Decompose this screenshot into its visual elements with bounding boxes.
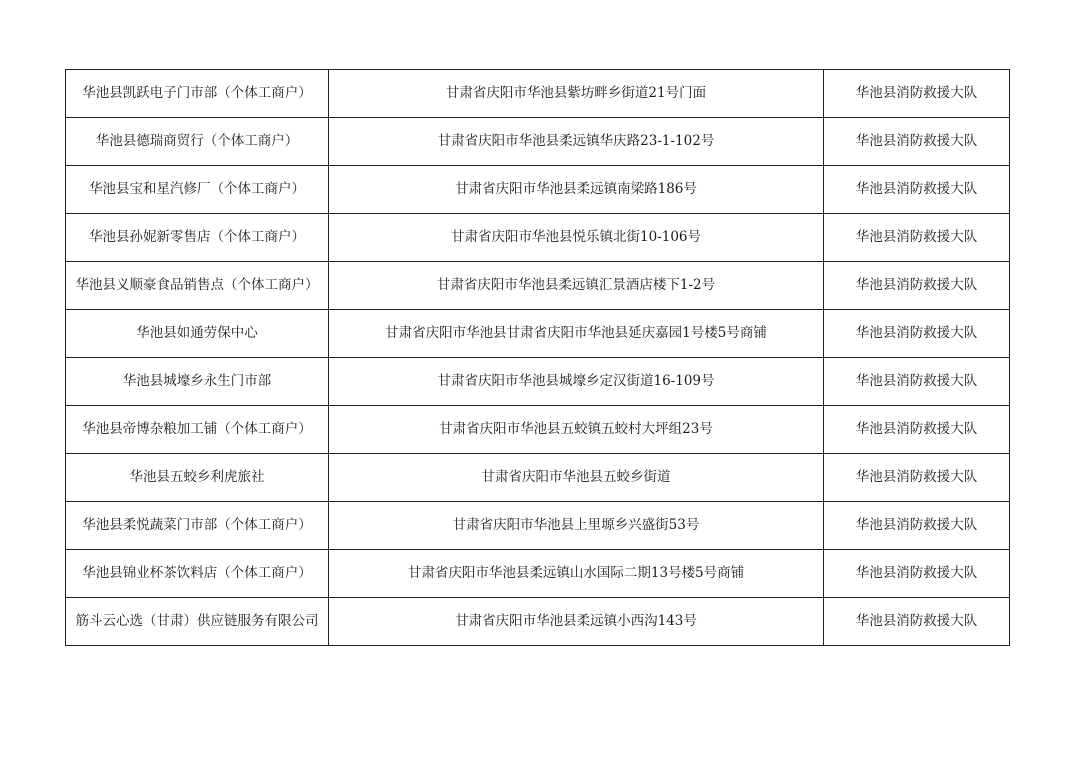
address-cell: 甘肃省庆阳市华池县柔远镇南梁路186号	[329, 166, 824, 214]
business-name-cell: 华池县五蛟乡利虎旅社	[66, 454, 329, 502]
business-name-cell: 华池县城壕乡永生门市部	[66, 358, 329, 406]
address-cell: 甘肃省庆阳市华池县柔远镇山水国际二期13号楼5号商铺	[329, 550, 824, 598]
table-row	[66, 118, 1010, 166]
business-name-cell: 华池县宝和星汽修厂（个体工商户）	[66, 166, 329, 214]
address-cell: 甘肃省庆阳市华池县柔远镇汇景酒店楼下1-2号	[329, 262, 824, 310]
supervising-unit-cell: 华池县消防救援大队	[824, 550, 1010, 598]
table-row	[66, 454, 1010, 502]
address-cell: 甘肃省庆阳市华池县城壕乡定汉街道16-109号	[329, 358, 824, 406]
supervising-unit-cell: 华池县消防救援大队	[824, 166, 1010, 214]
business-name-cell: 华池县孙妮新零售店（个体工商户）	[66, 214, 329, 262]
address-cell: 甘肃省庆阳市华池县紫坊畔乡街道21号门面	[329, 70, 824, 118]
table-row	[66, 310, 1010, 358]
supervising-unit-cell: 华池县消防救援大队	[824, 310, 1010, 358]
address-cell: 甘肃省庆阳市华池县柔远镇小西沟143号	[329, 598, 824, 646]
table-row	[66, 550, 1010, 598]
table-row	[66, 358, 1010, 406]
business-name-cell: 华池县帝博杂粮加工铺（个体工商户）	[66, 406, 329, 454]
business-name-cell: 华池县凯跃电子门市部（个体工商户）	[66, 70, 329, 118]
business-name-cell: 华池县如通劳保中心	[66, 310, 329, 358]
supervising-unit-cell: 华池县消防救援大队	[824, 598, 1010, 646]
table-row	[66, 502, 1010, 550]
supervising-unit-cell: 华池县消防救援大队	[824, 502, 1010, 550]
supervising-unit-cell: 华池县消防救援大队	[824, 406, 1010, 454]
address-cell: 甘肃省庆阳市华池县悦乐镇北街10-106号	[329, 214, 824, 262]
table-row	[66, 262, 1010, 310]
address-cell: 甘肃省庆阳市华池县五蛟镇五蛟村大坪组23号	[329, 406, 824, 454]
table-body	[66, 70, 1010, 646]
supervising-unit-cell: 华池县消防救援大队	[824, 70, 1010, 118]
address-cell: 甘肃省庆阳市华池县五蛟乡街道	[329, 454, 824, 502]
table-row	[66, 70, 1010, 118]
table-row	[66, 166, 1010, 214]
address-cell: 甘肃省庆阳市华池县上里塬乡兴盛街53号	[329, 502, 824, 550]
table-row	[66, 214, 1010, 262]
business-name-cell: 华池县柔悦蔬菜门市部（个体工商户）	[66, 502, 329, 550]
table-row	[66, 406, 1010, 454]
supervising-unit-cell: 华池县消防救援大队	[824, 358, 1010, 406]
supervising-unit-cell: 华池县消防救援大队	[824, 118, 1010, 166]
business-name-cell: 华池县德瑞商贸行（个体工商户）	[66, 118, 329, 166]
supervising-unit-cell: 华池县消防救援大队	[824, 262, 1010, 310]
business-name-cell: 筋斗云心选（甘肃）供应链服务有限公司	[66, 598, 329, 646]
address-cell: 甘肃省庆阳市华池县柔远镇华庆路23-1-102号	[329, 118, 824, 166]
address-cell: 甘肃省庆阳市华池县甘肃省庆阳市华池县延庆嘉园1号楼5号商铺	[329, 310, 824, 358]
business-name-cell: 华池县锦业杯茶饮料店（个体工商户）	[66, 550, 329, 598]
business-name-cell: 华池县义顺豪食品销售点（个体工商户）	[66, 262, 329, 310]
unit-list-table	[65, 69, 1010, 646]
supervising-unit-cell: 华池县消防救援大队	[824, 214, 1010, 262]
supervising-unit-cell: 华池县消防救援大队	[824, 454, 1010, 502]
table-row	[66, 598, 1010, 646]
